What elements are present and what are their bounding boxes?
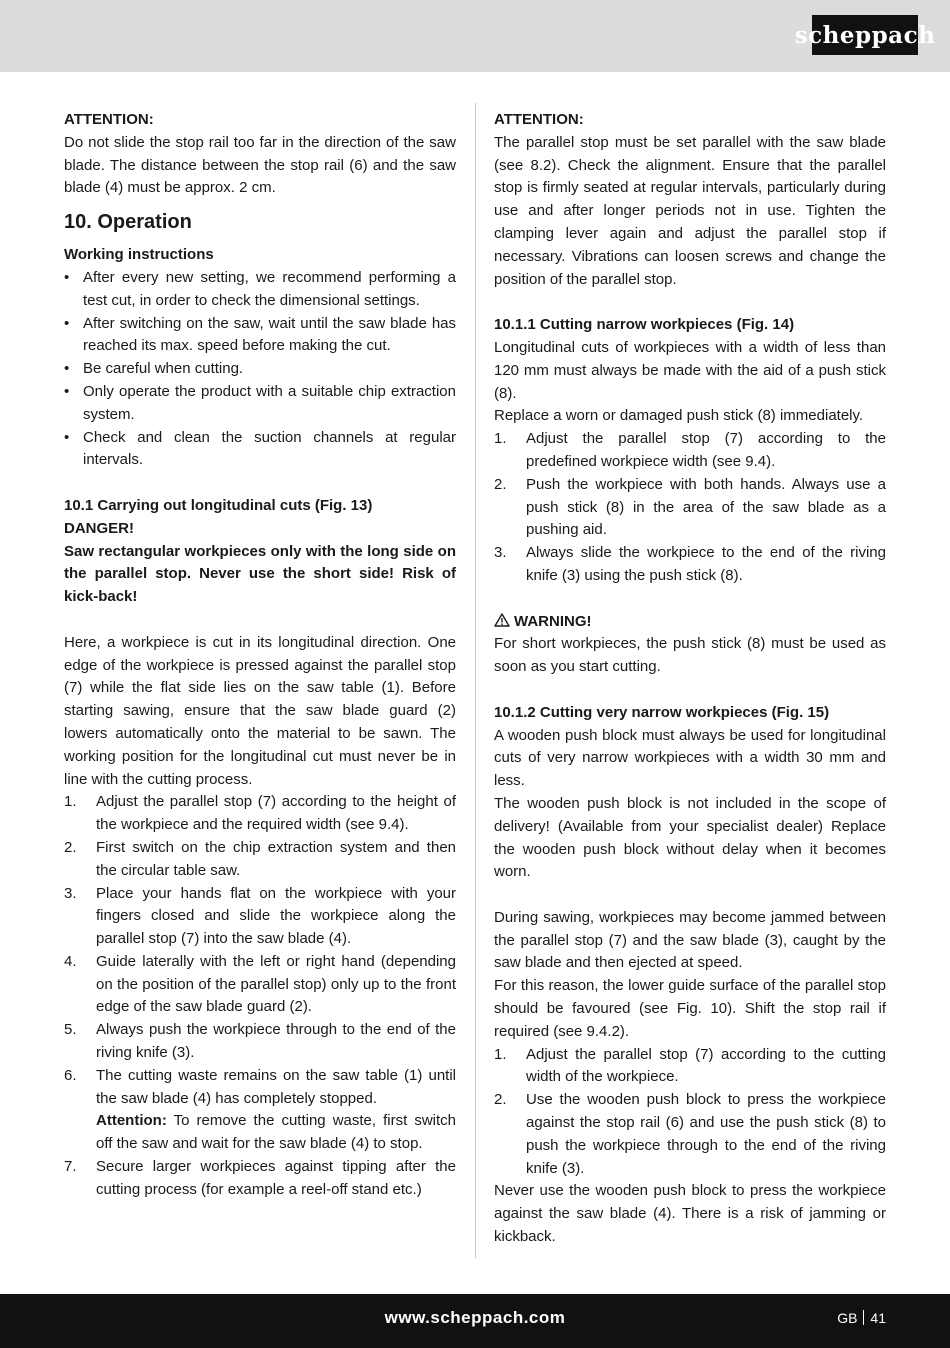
list-item: • After switching on the saw, wait until the saw blade has reached its max. speed before making the cut. — [64, 313, 456, 359]
column-divider — [475, 103, 476, 1258]
step6-attention-label: Attention: — [96, 1112, 167, 1130]
attention-title: ATTENTION: — [64, 111, 154, 128]
danger-text: Saw rectangular workpieces only with the long side on the parallel stop. Never use the short side! Risk of kick-back! — [64, 542, 456, 606]
warning-text: For short workpieces, the push stick (8) must be used as soon as you start cutting. — [494, 635, 886, 676]
list-item: • Check and clean the suction channels at regular intervals. — [64, 427, 456, 473]
attention-text: Do not slide the stop rail too far in the direction of the saw blade. The distance between the stop rail (6) and the saw blade (4) must be approx. 2 cm. — [64, 133, 456, 197]
step6-attention-text: To remove the cutting waste, first switch off the saw and wait for the saw blade (4) to stop. — [96, 1112, 456, 1153]
page-num: 41 — [870, 1310, 886, 1326]
intro-text: Here, a workpiece is cut in its longitudinal direction. One edge of the workpiece is pressed against the parallel stop (7) while the flat side lies on the saw table (1). Before starting sawing, ensure that the saw blade guard (2) lowers automatically onto the material to be sawn. The working position for the longitudinal cut must never be in line with the cutting process. — [64, 633, 456, 788]
warning-triangle-icon — [494, 613, 510, 627]
paragraph: Replace a worn or damaged push stick (8) immediately. — [494, 407, 864, 425]
page-number — [837, 1310, 886, 1326]
list-item: 2. Use the wooden push block to press the workpiece against the stop rail (6) and use the push stick (8) to push the workpiece through to the end of the riving knife (3). — [494, 1091, 886, 1177]
list-item: 5. Always push the workpiece through to the end of the riving knife (3). — [64, 1021, 456, 1062]
warning-title: WARNING! — [494, 611, 886, 634]
page-header — [0, 0, 950, 72]
list-item: 2. Push the workpiece with both hands. Always use a push stick (8) in the area of the saw blade as a pushing aid. — [494, 475, 886, 539]
left-column — [64, 109, 456, 1202]
paragraph: Never use the wooden push block to press the workpiece against the saw blade (4). There is a risk of jamming or kickback. — [494, 1182, 886, 1246]
footer-url[interactable]: www.scheppach.com — [384, 1308, 566, 1327]
list-item: 1. Adjust the parallel stop (7) according to the cutting width of the workpiece. — [494, 1045, 886, 1086]
paragraph: For this reason, the lower guide surface of the parallel stop should be favoured (see Fig. 10). Shift the stop rail if required (see 9.4.2). — [494, 977, 886, 1040]
right-column — [494, 109, 886, 1249]
language-code: GB — [837, 1310, 858, 1326]
sub-heading-10-1: 10.1 Carrying out longitudinal cuts (Fig. 13) — [64, 496, 373, 514]
list-item: 1. Adjust the parallel stop (7) according to the height of the workpiece and the required width (see 9.4). — [64, 793, 456, 834]
longitudinal-cut-steps — [64, 791, 456, 1201]
page-footer — [0, 1294, 950, 1348]
very-narrow-workpiece-steps — [494, 1044, 886, 1181]
list-item: • After every new setting, we recommend performing a test cut, in order to check the dimensional settings. — [64, 267, 456, 313]
working-instructions-list — [64, 267, 456, 472]
sub-heading-10-1-2: 10.1.2 Cutting very narrow workpieces (Fig. 15) — [494, 703, 830, 721]
paragraph: During sawing, workpieces may become jammed between the parallel stop (7) and the saw blade (3), caught by the saw blade and then ejected at speed. — [494, 908, 886, 972]
working-instructions-title: Working instructions — [64, 246, 214, 264]
sub-heading-10-1-1: 10.1.1 Cutting narrow workpieces (Fig. 14) — [494, 316, 795, 334]
list-item: 7. Secure larger workpieces against tipping after the cutting process (for example a reel-off stand etc.) — [64, 1158, 456, 1198]
list-item: 4. Guide laterally with the left or right hand (depending on the position of the parallel stop) only up to the front edge of the saw blade guard (2). — [64, 952, 456, 1016]
list-item: 1. Adjust the parallel stop (7) according to the predefined workpiece width (see 9.4). — [494, 430, 886, 470]
paragraph: A wooden push block must always be used for longitudinal cuts of very narrow workpieces with a width 30 mm and less. — [494, 726, 886, 790]
narrow-workpiece-steps — [494, 428, 886, 588]
paragraph: Longitudinal cuts of workpieces with a width of less than 120 mm must always be made with the aid of a push stick (8). — [494, 338, 886, 402]
list-item: 6. The cutting waste remains on the saw table (1) until the saw blade (4) has completely stopped. Attention: To remove the cutting waste, first switch off the saw and wait for the saw blade (4) to stop. — [64, 1066, 456, 1153]
section-heading: 10. Operation — [64, 211, 192, 234]
list-item: • Be careful when cutting. — [64, 358, 456, 381]
danger-title: DANGER! — [64, 519, 134, 537]
list-item: 2. First switch on the chip extraction system and then the circular table saw. — [64, 838, 456, 879]
brand-logo: scheppach — [812, 15, 918, 55]
attention-title: ATTENTION: — [494, 111, 584, 128]
list-item: 3. Always slide the workpiece to the end of the riving knife (3) using the push stick (8). — [494, 544, 886, 584]
list-item: • Only operate the product with a suitable chip extraction system. — [64, 381, 456, 427]
attention-text: The parallel stop must be set parallel with the saw blade (see 8.2). Check the alignment. Ensure that the parallel stop is firmly seated at regular intervals, particularly during use and after longer periods not in use. Tighten the clamping lever again and adjust the parallel stop if necessary. Vibrations can loosen screws and change the position of the parallel stop. — [494, 133, 886, 288]
paragraph: The wooden push block is not included in the scope of delivery! (Available from your specialist dealer) Replace the wooden push block without delay when it becomes worn. — [494, 794, 886, 881]
list-item: 3. Place your hands flat on the workpiece with your fingers closed and slide the workpiece along the parallel stop (7) into the saw blade (4). — [64, 884, 456, 948]
